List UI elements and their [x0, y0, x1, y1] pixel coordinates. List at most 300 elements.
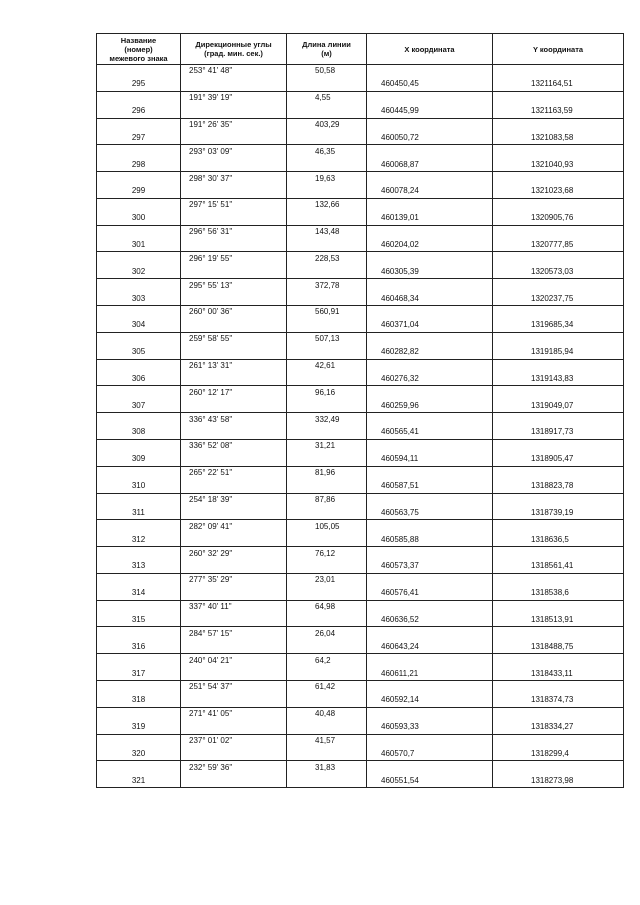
segment-y-cell: [493, 225, 624, 238]
bearing-cell: 284° 57' 15": [181, 627, 287, 640]
x-coordinate-cell: 460594,11: [367, 453, 493, 466]
point-length-cell: [287, 185, 367, 198]
y-coordinate-cell: 1318823,78: [493, 480, 624, 493]
segment-name-cell: [97, 600, 181, 613]
marker-row: [97, 292, 624, 305]
x-coordinate-cell: 460573,37: [367, 560, 493, 573]
segment-row: [97, 547, 624, 560]
x-coordinate-cell: 460078,24: [367, 185, 493, 198]
length-cell: 87,86: [287, 493, 367, 506]
length-cell: 132,66: [287, 198, 367, 211]
point-bearing-cell: [181, 480, 287, 493]
x-coordinate-cell: 460259,96: [367, 399, 493, 412]
marker-name-cell: 315: [97, 614, 181, 627]
x-coordinate-cell: 460592,14: [367, 694, 493, 707]
point-bearing-cell: [181, 614, 287, 627]
point-bearing-cell: [181, 560, 287, 573]
bearing-cell: 336° 43' 58": [181, 413, 287, 426]
length-cell: 143,48: [287, 225, 367, 238]
length-cell: 81,96: [287, 466, 367, 479]
marker-row: [97, 480, 624, 493]
segment-x-cell: [367, 600, 493, 613]
x-coordinate-cell: 460611,21: [367, 667, 493, 680]
point-bearing-cell: [181, 239, 287, 252]
length-cell: 228,53: [287, 252, 367, 265]
marker-row: [97, 426, 624, 439]
bearing-cell: 254° 18' 39": [181, 493, 287, 506]
segment-row: [97, 439, 624, 452]
segment-x-cell: [367, 707, 493, 720]
marker-row: [97, 533, 624, 546]
length-cell: 23,01: [287, 573, 367, 586]
header-bearing: Дирекционные углы (град. мин. сек.): [181, 34, 287, 65]
length-cell: 26,04: [287, 627, 367, 640]
point-bearing-cell: [181, 426, 287, 439]
point-bearing-cell: [181, 78, 287, 91]
segment-y-cell: [493, 573, 624, 586]
bearing-cell: 265° 22' 51": [181, 466, 287, 479]
segment-name-cell: [97, 573, 181, 586]
point-bearing-cell: [181, 747, 287, 760]
x-coordinate-cell: 460139,01: [367, 212, 493, 225]
marker-name-cell: 301: [97, 239, 181, 252]
x-coordinate-cell: 460576,41: [367, 587, 493, 600]
point-bearing-cell: [181, 372, 287, 385]
segment-y-cell: [493, 493, 624, 506]
segment-x-cell: [367, 520, 493, 533]
y-coordinate-cell: 1318334,27: [493, 721, 624, 734]
bearing-cell: 336° 52' 08": [181, 439, 287, 452]
bearing-cell: 277° 35' 29": [181, 573, 287, 586]
x-coordinate-cell: 460565,41: [367, 426, 493, 439]
marker-row: [97, 453, 624, 466]
segment-x-cell: [367, 413, 493, 426]
x-coordinate-cell: 460587,51: [367, 480, 493, 493]
segment-row: [97, 466, 624, 479]
marker-row: [97, 774, 624, 787]
point-bearing-cell: [181, 640, 287, 653]
point-length-cell: [287, 747, 367, 760]
segment-y-cell: [493, 306, 624, 319]
y-coordinate-cell: 1318273,98: [493, 774, 624, 787]
marker-name-cell: 302: [97, 265, 181, 278]
bearing-cell: 237° 01' 02": [181, 734, 287, 747]
marker-name-cell: 308: [97, 426, 181, 439]
bearing-cell: 261° 13' 31": [181, 359, 287, 372]
marker-name-cell: 297: [97, 131, 181, 144]
segment-x-cell: [367, 573, 493, 586]
y-coordinate-cell: 1318488,75: [493, 640, 624, 653]
x-coordinate-cell: 460468,34: [367, 292, 493, 305]
length-cell: 19,63: [287, 172, 367, 185]
bearing-cell: 253° 41' 48": [181, 65, 287, 78]
marker-name-cell: 304: [97, 319, 181, 332]
marker-name-cell: 305: [97, 346, 181, 359]
point-length-cell: [287, 158, 367, 171]
segment-x-cell: [367, 680, 493, 693]
marker-name-cell: 317: [97, 667, 181, 680]
bearing-cell: 271° 41' 05": [181, 707, 287, 720]
segment-row: [97, 65, 624, 78]
marker-name-cell: 298: [97, 158, 181, 171]
segment-x-cell: [367, 439, 493, 452]
marker-row: [97, 667, 624, 680]
point-length-cell: [287, 105, 367, 118]
length-cell: 50,58: [287, 65, 367, 78]
bearing-cell: 260° 32' 29": [181, 547, 287, 560]
segment-name-cell: [97, 306, 181, 319]
segment-y-cell: [493, 600, 624, 613]
table-body: [97, 65, 624, 788]
x-coordinate-cell: 460305,39: [367, 265, 493, 278]
marker-row: [97, 506, 624, 519]
marker-row: [97, 78, 624, 91]
point-bearing-cell: [181, 346, 287, 359]
bearing-cell: 282° 09' 41": [181, 520, 287, 533]
bearing-cell: 260° 12' 17": [181, 386, 287, 399]
segment-y-cell: [493, 654, 624, 667]
segment-name-cell: [97, 65, 181, 78]
segment-y-cell: [493, 359, 624, 372]
y-coordinate-cell: 1318538,6: [493, 587, 624, 600]
y-coordinate-cell: 1320777,85: [493, 239, 624, 252]
segment-name-cell: [97, 91, 181, 104]
bearing-cell: 297° 15' 51": [181, 198, 287, 211]
length-cell: 76,12: [287, 547, 367, 560]
y-coordinate-cell: 1321164,51: [493, 78, 624, 91]
bearing-cell: 260° 00' 36": [181, 306, 287, 319]
length-cell: 105,05: [287, 520, 367, 533]
segment-name-cell: [97, 252, 181, 265]
bearing-cell: 191° 39' 19": [181, 91, 287, 104]
y-coordinate-cell: 1321083,58: [493, 131, 624, 144]
bearing-cell: 337° 40' 11": [181, 600, 287, 613]
segment-x-cell: [367, 734, 493, 747]
length-cell: 61,42: [287, 680, 367, 693]
segment-x-cell: [367, 91, 493, 104]
marker-row: [97, 319, 624, 332]
segment-x-cell: [367, 466, 493, 479]
bearing-cell: 296° 19' 55": [181, 252, 287, 265]
segment-x-cell: [367, 172, 493, 185]
segment-x-cell: [367, 65, 493, 78]
y-coordinate-cell: 1318374,73: [493, 694, 624, 707]
segment-row: [97, 520, 624, 533]
point-length-cell: [287, 774, 367, 787]
segment-y-cell: [493, 198, 624, 211]
point-bearing-cell: [181, 265, 287, 278]
segment-y-cell: [493, 413, 624, 426]
segment-y-cell: [493, 252, 624, 265]
segment-x-cell: [367, 761, 493, 774]
point-bearing-cell: [181, 158, 287, 171]
marker-name-cell: 316: [97, 640, 181, 653]
segment-y-cell: [493, 520, 624, 533]
y-coordinate-cell: 1319049,07: [493, 399, 624, 412]
segment-y-cell: [493, 734, 624, 747]
segment-name-cell: [97, 386, 181, 399]
point-length-cell: [287, 78, 367, 91]
segment-y-cell: [493, 279, 624, 292]
marker-row: [97, 747, 624, 760]
bearing-cell: 191° 26' 35": [181, 118, 287, 131]
marker-name-cell: 311: [97, 506, 181, 519]
segment-name-cell: [97, 198, 181, 211]
marker-row: [97, 185, 624, 198]
point-bearing-cell: [181, 694, 287, 707]
marker-row: [97, 346, 624, 359]
segment-name-cell: [97, 413, 181, 426]
x-coordinate-cell: 460563,75: [367, 506, 493, 519]
x-coordinate-cell: 460636,52: [367, 614, 493, 627]
segment-x-cell: [367, 252, 493, 265]
y-coordinate-cell: 1318636,5: [493, 533, 624, 546]
point-length-cell: [287, 319, 367, 332]
segment-name-cell: [97, 547, 181, 560]
segment-x-cell: [367, 359, 493, 372]
segment-name-cell: [97, 627, 181, 640]
header-x-coordinate: X координата: [367, 34, 493, 65]
marker-row: [97, 158, 624, 171]
bearing-cell: 293° 03' 09": [181, 145, 287, 158]
y-coordinate-cell: 1320905,76: [493, 212, 624, 225]
segment-y-cell: [493, 547, 624, 560]
x-coordinate-cell: 460276,32: [367, 372, 493, 385]
segment-name-cell: [97, 332, 181, 345]
point-length-cell: [287, 480, 367, 493]
length-cell: 4,55: [287, 91, 367, 104]
y-coordinate-cell: 1318739,19: [493, 506, 624, 519]
point-length-cell: [287, 506, 367, 519]
marker-name-cell: 314: [97, 587, 181, 600]
length-cell: 64,98: [287, 600, 367, 613]
point-length-cell: [287, 372, 367, 385]
bearing-cell: 295° 55' 13": [181, 279, 287, 292]
y-coordinate-cell: 1318561,41: [493, 560, 624, 573]
segment-name-cell: [97, 761, 181, 774]
marker-name-cell: 321: [97, 774, 181, 787]
point-bearing-cell: [181, 319, 287, 332]
point-length-cell: [287, 239, 367, 252]
segment-row: [97, 225, 624, 238]
point-bearing-cell: [181, 721, 287, 734]
segment-x-cell: [367, 627, 493, 640]
y-coordinate-cell: 1318433,11: [493, 667, 624, 680]
y-coordinate-cell: 1319185,94: [493, 346, 624, 359]
coordinates-table: [96, 33, 624, 788]
segment-x-cell: [367, 332, 493, 345]
length-cell: 507,13: [287, 332, 367, 345]
header-line-length: Длина линии (м): [287, 34, 367, 65]
x-coordinate-cell: 460570,7: [367, 747, 493, 760]
marker-name-cell: 309: [97, 453, 181, 466]
marker-row: [97, 131, 624, 144]
point-length-cell: [287, 265, 367, 278]
bearing-cell: 240° 04' 21": [181, 654, 287, 667]
segment-x-cell: [367, 118, 493, 131]
segment-y-cell: [493, 466, 624, 479]
table-header-row: [97, 34, 624, 65]
segment-row: [97, 761, 624, 774]
marker-row: [97, 587, 624, 600]
length-cell: 31,83: [287, 761, 367, 774]
segment-row: [97, 252, 624, 265]
segment-x-cell: [367, 306, 493, 319]
marker-name-cell: 310: [97, 480, 181, 493]
header-marker-name: Название (номер) межевого знака: [97, 34, 181, 65]
point-length-cell: [287, 721, 367, 734]
point-bearing-cell: [181, 105, 287, 118]
segment-row: [97, 707, 624, 720]
segment-name-cell: [97, 654, 181, 667]
segment-row: [97, 413, 624, 426]
segment-name-cell: [97, 359, 181, 372]
marker-row: [97, 372, 624, 385]
segment-row: [97, 680, 624, 693]
point-bearing-cell: [181, 774, 287, 787]
point-bearing-cell: [181, 292, 287, 305]
segment-name-cell: [97, 493, 181, 506]
length-cell: 560,91: [287, 306, 367, 319]
segment-name-cell: [97, 225, 181, 238]
marker-row: [97, 212, 624, 225]
point-length-cell: [287, 533, 367, 546]
x-coordinate-cell: 460204,02: [367, 239, 493, 252]
length-cell: 40,48: [287, 707, 367, 720]
marker-name-cell: 312: [97, 533, 181, 546]
segment-name-cell: [97, 145, 181, 158]
segment-row: [97, 279, 624, 292]
bearing-cell: 298° 30' 37": [181, 172, 287, 185]
segment-name-cell: [97, 118, 181, 131]
segment-y-cell: [493, 332, 624, 345]
length-cell: 403,29: [287, 118, 367, 131]
y-coordinate-cell: 1319143,83: [493, 372, 624, 385]
marker-row: [97, 399, 624, 412]
y-coordinate-cell: 1321040,93: [493, 158, 624, 171]
header-y-coordinate: Y координата: [493, 34, 624, 65]
marker-row: [97, 694, 624, 707]
point-length-cell: [287, 212, 367, 225]
marker-row: [97, 614, 624, 627]
marker-row: [97, 265, 624, 278]
segment-y-cell: [493, 65, 624, 78]
point-length-cell: [287, 587, 367, 600]
marker-name-cell: 299: [97, 185, 181, 198]
marker-name-cell: 318: [97, 694, 181, 707]
length-cell: 332,49: [287, 413, 367, 426]
segment-row: [97, 359, 624, 372]
marker-name-cell: 300: [97, 212, 181, 225]
marker-name-cell: 313: [97, 560, 181, 573]
segment-x-cell: [367, 386, 493, 399]
marker-name-cell: 295: [97, 78, 181, 91]
marker-row: [97, 560, 624, 573]
point-length-cell: [287, 640, 367, 653]
x-coordinate-cell: 460445,99: [367, 105, 493, 118]
segment-y-cell: [493, 761, 624, 774]
marker-name-cell: 296: [97, 105, 181, 118]
segment-row: [97, 493, 624, 506]
segment-y-cell: [493, 627, 624, 640]
boundary-coordinates-sheet: [96, 33, 623, 788]
point-length-cell: [287, 346, 367, 359]
marker-name-cell: 320: [97, 747, 181, 760]
segment-name-cell: [97, 680, 181, 693]
segment-name-cell: [97, 172, 181, 185]
marker-row: [97, 105, 624, 118]
marker-row: [97, 640, 624, 653]
x-coordinate-cell: 460643,24: [367, 640, 493, 653]
point-length-cell: [287, 560, 367, 573]
segment-name-cell: [97, 466, 181, 479]
length-cell: 46,35: [287, 145, 367, 158]
point-bearing-cell: [181, 399, 287, 412]
segment-name-cell: [97, 707, 181, 720]
segment-name-cell: [97, 279, 181, 292]
segment-x-cell: [367, 493, 493, 506]
point-length-cell: [287, 426, 367, 439]
segment-y-cell: [493, 707, 624, 720]
point-bearing-cell: [181, 453, 287, 466]
y-coordinate-cell: 1318513,91: [493, 614, 624, 627]
segment-row: [97, 118, 624, 131]
segment-name-cell: [97, 734, 181, 747]
segment-row: [97, 627, 624, 640]
y-coordinate-cell: 1318299,4: [493, 747, 624, 760]
point-bearing-cell: [181, 185, 287, 198]
length-cell: 372,78: [287, 279, 367, 292]
segment-x-cell: [367, 198, 493, 211]
point-bearing-cell: [181, 506, 287, 519]
point-length-cell: [287, 694, 367, 707]
segment-y-cell: [493, 118, 624, 131]
point-bearing-cell: [181, 212, 287, 225]
x-coordinate-cell: 460371,04: [367, 319, 493, 332]
marker-name-cell: 303: [97, 292, 181, 305]
segment-x-cell: [367, 654, 493, 667]
segment-x-cell: [367, 547, 493, 560]
x-coordinate-cell: 460585,88: [367, 533, 493, 546]
length-cell: 64,2: [287, 654, 367, 667]
bearing-cell: 232° 59' 36": [181, 761, 287, 774]
bearing-cell: 296° 56' 31": [181, 225, 287, 238]
point-bearing-cell: [181, 587, 287, 600]
segment-row: [97, 306, 624, 319]
segment-y-cell: [493, 172, 624, 185]
segment-name-cell: [97, 520, 181, 533]
segment-row: [97, 654, 624, 667]
marker-name-cell: 306: [97, 372, 181, 385]
bearing-cell: 259° 58' 55": [181, 332, 287, 345]
length-cell: 41,57: [287, 734, 367, 747]
marker-name-cell: 319: [97, 721, 181, 734]
y-coordinate-cell: 1318905,47: [493, 453, 624, 466]
y-coordinate-cell: 1320237,75: [493, 292, 624, 305]
y-coordinate-cell: 1321023,68: [493, 185, 624, 198]
segment-x-cell: [367, 225, 493, 238]
y-coordinate-cell: 1321163,59: [493, 105, 624, 118]
segment-y-cell: [493, 439, 624, 452]
segment-row: [97, 573, 624, 586]
segment-y-cell: [493, 91, 624, 104]
x-coordinate-cell: 460450,45: [367, 78, 493, 91]
y-coordinate-cell: 1320573,03: [493, 265, 624, 278]
point-bearing-cell: [181, 131, 287, 144]
segment-row: [97, 332, 624, 345]
bearing-cell: 251° 54' 37": [181, 680, 287, 693]
x-coordinate-cell: 460551,54: [367, 774, 493, 787]
